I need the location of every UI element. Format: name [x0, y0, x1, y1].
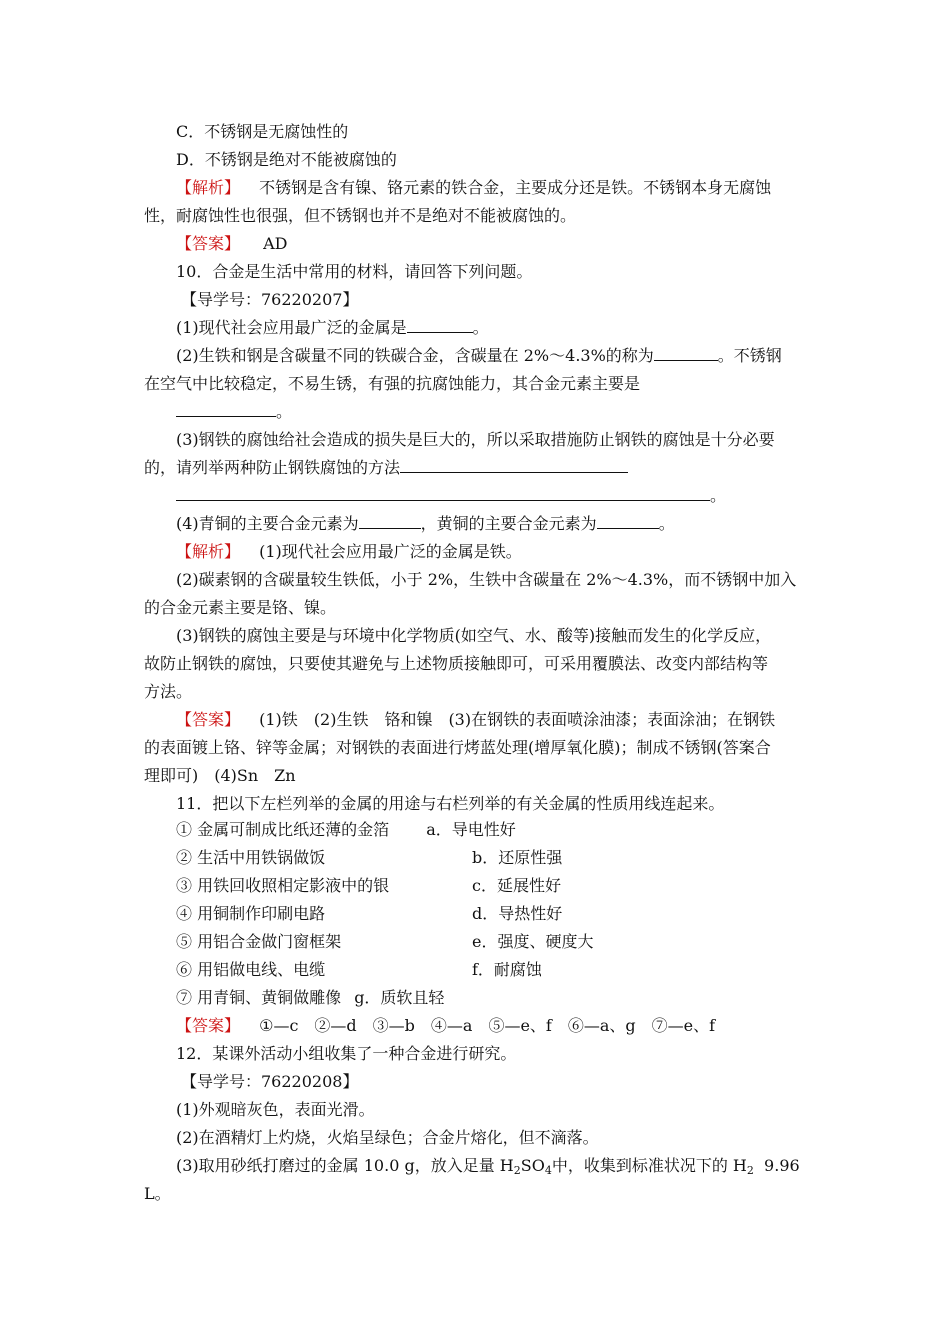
answer-blank: [407, 318, 473, 333]
q10-answer-line-2: 的表面镀上铬、锌等金属；对钢铁的表面进行烤蓝处理(增厚氧化膜)；制成不锈钢(答案合: [144, 738, 771, 757]
answer-blank: [359, 514, 421, 529]
q10-answer-line-3: 理即可) (4)Sn Zn: [144, 766, 296, 785]
q12-guide-number: 【导学号：76220208】: [181, 1072, 359, 1091]
q10-analysis-line-5: 故防止钢铁的腐蚀，只要使其避免与上述物质接触即可，可采用覆膜法、改变内部结构等: [144, 654, 769, 673]
q10-analysis-line-4: (3)钢铁的腐蚀主要是与环境中化学物质(如空气、水、酸等)接触而发生的化学反应，: [176, 626, 772, 645]
match-right: g．质软且轻: [354, 988, 445, 1007]
answer-tag: 【答案】: [176, 234, 241, 253]
q10-part-3-line-2: 的，请列举两种防止钢铁腐蚀的方法: [144, 458, 628, 478]
match-left: ⑦ 用青铜、黄铜做雕像: [176, 988, 342, 1007]
q10-part-2-line-2: 在空气中比较稳定，不易生锈，有强的抗腐蚀能力，其合金元素主要是: [144, 374, 641, 393]
match-left: ④ 用铜制作印刷电路: [176, 904, 326, 923]
match-row: [176, 820, 516, 840]
q10-part-1: (1)现代社会应用最广泛的金属是 。: [176, 318, 489, 337]
q10-analysis-line-2: (2)碳素钢的含碳量较生铁低，小于 2%，生铁中含碳量在 2%～4.3%，而不锈钢中加入: [176, 570, 797, 589]
q10-answer-line-1: 【答案】 (1)铁 (2)生铁 铬和镍 (3)在钢铁的表面喷涂油漆；表面涂油；在钢铁: [176, 710, 776, 729]
q12-part-3-line-2: L。: [144, 1184, 171, 1203]
answer-blank: [654, 346, 718, 361]
q10-part-3-line-1: (3)钢铁的腐蚀给社会造成的损失是巨大的，所以采取措施防止钢铁的腐蚀是十分必要: [176, 430, 775, 449]
option-c: C．不锈钢是无腐蚀性的: [176, 122, 349, 141]
q10-part-4: (4)青铜的主要合金元素为 ，黄铜的主要合金元素为 。: [176, 514, 675, 533]
match-right: a．导电性好: [426, 820, 516, 839]
answer-blank: [597, 514, 659, 529]
match-right: c．延展性好: [472, 876, 561, 895]
q10-guide-number: 【导学号：76220207】: [181, 290, 359, 309]
match-right: d．导热性好: [472, 904, 563, 923]
q12-part-1: (1)外观暗灰色，表面光滑。: [176, 1100, 375, 1119]
match-left: ⑥ 用铝做电线、电缆: [176, 960, 326, 979]
q12-stem: 12．某课外活动小组收集了一种合金进行研究。: [176, 1044, 517, 1063]
analysis-tag: 【解析】: [176, 542, 241, 561]
option-d: D．不锈钢是绝对不能被腐蚀的: [176, 150, 397, 169]
match-left: ② 生活中用铁锅做饭: [176, 848, 326, 867]
match-left: ① 金属可制成比纸还薄的金箔: [176, 820, 390, 839]
answer-tag: 【答案】: [176, 1016, 241, 1035]
q11-stem: 11．把以下左栏列举的金属的用途与右栏列举的有关金属的性质用线连起来。: [176, 794, 725, 813]
match-right: e．强度、硬度大: [472, 932, 594, 951]
q12-part-2: (2)在酒精灯上灼烧，火焰呈绿色；合金片熔化，但不滴落。: [176, 1128, 599, 1147]
q9-analysis-line-1: 【解析】 不锈钢是含有镍、铬元素的铁合金，主要成分还是铁。不锈钢本身无腐蚀: [176, 178, 772, 197]
q10-part-2-line-3: 。: [176, 402, 292, 422]
match-right: f．耐腐蚀: [472, 960, 542, 979]
q9-analysis-line-2: 性，耐腐蚀性也很强，但不锈钢也并不是绝对不能被腐蚀的。: [144, 206, 577, 225]
answer-blank: [400, 458, 628, 473]
q9-answer: 【答案】 AD: [176, 234, 288, 253]
q10-analysis-line-3: 的合金元素主要是铬、镍。: [144, 598, 337, 617]
q11-answer: 【答案】 ①—c ②—d ③—b ④—a ⑤—e、f ⑥—a、g ⑦—e、f: [176, 1016, 716, 1035]
q10-part-3-line-3: 。: [176, 486, 726, 506]
answer-blank: [176, 486, 710, 501]
q10-part-2-line-1: (2)生铁和钢是含碳量不同的铁碳合金，含碳量在 2%～4.3%的称为 。不锈钢: [176, 346, 782, 365]
q10-stem: 10．合金是生活中常用的材料，请回答下列问题。: [176, 262, 533, 281]
match-row: [176, 988, 444, 1008]
analysis-tag: 【解析】: [176, 178, 241, 197]
q10-analysis-line-6: 方法。: [144, 682, 193, 701]
match-right: b．还原性强: [472, 848, 563, 867]
match-left: ③ 用铁回收照相定影液中的银: [176, 876, 390, 895]
q12-part-3-line-1: (3)取用砂纸打磨过的金属 10.0 g，放入足量 $H_2SO_4$中，收集到标准状况下的 $H_2$ 9.96: [176, 1156, 800, 1177]
answer-blank: [176, 402, 276, 417]
q10-analysis-line-1: 【解析】 (1)现代社会应用最广泛的金属是铁。: [176, 542, 522, 561]
match-left: ⑤ 用铝合金做门窗框架: [176, 932, 342, 951]
answer-tag: 【答案】: [176, 710, 241, 729]
